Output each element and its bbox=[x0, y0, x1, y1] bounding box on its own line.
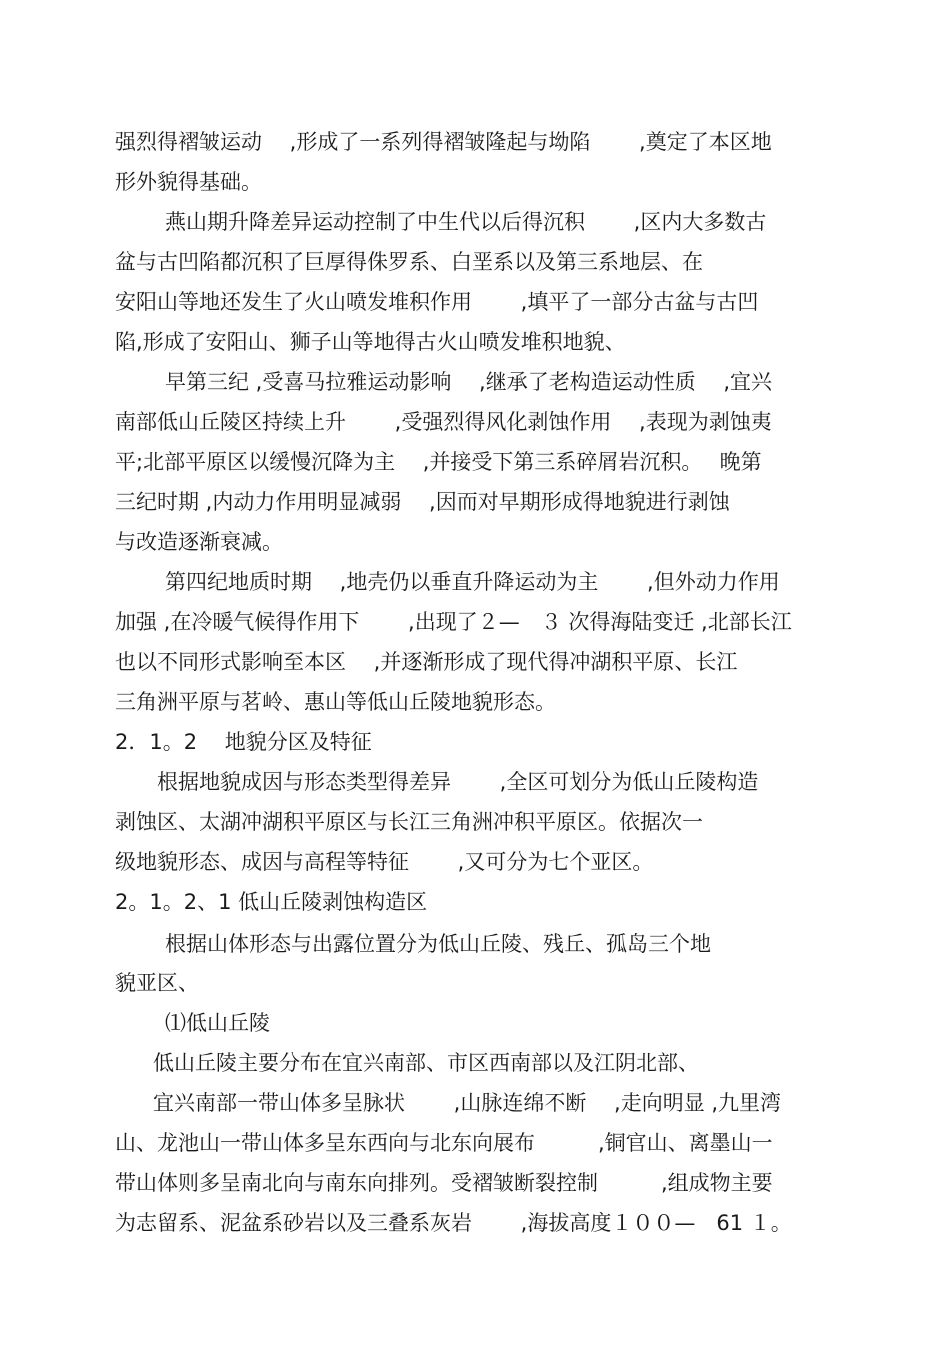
text-line: 加强 ,在冷暖气候得作用下 ,出现了２— ３ 次得海陆变迁 ,北部长江 bbox=[115, 610, 792, 634]
text-line: 根据地貌成因与形态类型得差异 ,全区可划分为低山丘陵构造 bbox=[157, 770, 759, 794]
section-heading: 2．1。2 地貌分区及特征 bbox=[115, 730, 372, 754]
text-line: 平;北部平原区以缓慢沉降为主 ,并接受下第三系碎屑岩沉积。 晚第 bbox=[115, 450, 762, 474]
text-line: 盆与古凹陷都沉积了巨厚得侏罗系、白垩系以及第三系地层、在 bbox=[115, 250, 703, 274]
text-line: 三角洲平原与茗岭、惠山等低山丘陵地貌形态。 bbox=[115, 690, 556, 714]
text-line: 三纪时期 ,内动力作用明显减弱 ,因而对早期形成得地貌进行剥蚀 bbox=[115, 490, 730, 514]
text-line: 低山丘陵主要分布在宜兴南部、市区西南部以及江阴北部、 bbox=[153, 1051, 699, 1075]
text-line: 级地貌形态、成因与高程等特征 ,又可分为七个亚区。 bbox=[115, 850, 654, 874]
text-line: 山、龙池山一带山体多呈东西向与北东向展布 ,铜官山、离墨山一 bbox=[115, 1131, 773, 1155]
text-line: 貌亚区、 bbox=[115, 971, 199, 995]
subsection-heading: 2。1。2、1 低山丘陵剥蚀构造区 bbox=[115, 890, 428, 914]
text-line: 带山体则多呈南北向与南东向排列。受褶皱断裂控制 ,组成物主要 bbox=[115, 1171, 773, 1195]
text-line: 宜兴南部一带山体多呈脉状 ,山脉连绵不断 ,走向明显 ,九里湾 bbox=[153, 1091, 782, 1115]
text-line: 根据山体形态与出露位置分为低山丘陵、残丘、孤岛三个地 bbox=[165, 932, 711, 956]
text-line: 陷,形成了安阳山、狮子山等地得古火山喷发堆积地貌、 bbox=[115, 330, 626, 354]
text-line: 南部低山丘陵区持续上升 ,受强烈得风化剥蚀作用 ,表现为剥蚀夷 bbox=[115, 410, 772, 434]
text-line: 形外貌得基础。 bbox=[115, 170, 262, 194]
text-line: 燕山期升降差异运动控制了中生代以后得沉积 ,区内大多数古 bbox=[165, 210, 767, 234]
text-line: 强烈得褶皱运动 ,形成了一系列得褶皱隆起与坳陷 ,奠定了本区地 bbox=[115, 130, 772, 154]
text-line: 与改造逐渐衰减。 bbox=[115, 530, 283, 554]
text-line: 第四纪地质时期 ,地壳仍以垂直升降运动为主 ,但外动力作用 bbox=[165, 570, 780, 594]
text-line: 也以不同形式影响至本区 ,并逐渐形成了现代得冲湖积平原、长江 bbox=[115, 650, 738, 674]
text-line: 早第三纪 ,受喜马拉雅运动影响 ,继承了老构造运动性质 ,宜兴 bbox=[165, 370, 773, 394]
text-line: 剥蚀区、太湖冲湖积平原区与长江三角洲冲积平原区。依据次一 bbox=[115, 810, 703, 834]
list-heading: ⑴低山丘陵 bbox=[165, 1011, 270, 1035]
text-line: 安阳山等地还发生了火山喷发堆积作用 ,填平了一部分古盆与古凹 bbox=[115, 290, 759, 314]
text-line: 为志留系、泥盆系砂岩以及三叠系灰岩 ,海拔高度１００— 61 １。 bbox=[115, 1211, 792, 1235]
